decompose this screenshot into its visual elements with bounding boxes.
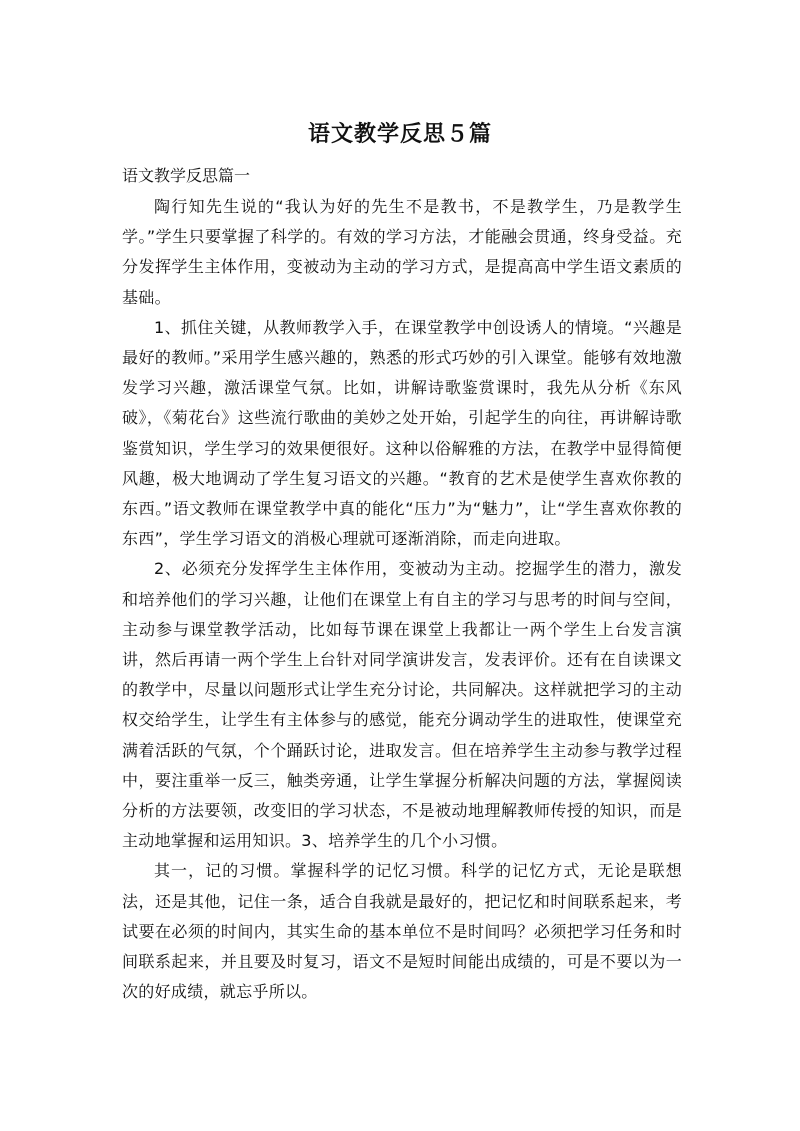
- document-body: [122, 160, 682, 1007]
- section-heading: 语文教学反思篇一: [122, 166, 251, 185]
- paragraph-point-1: 1、抓住关键，从教师教学入手，在课堂教学中创设诱人的情境。“兴趣是最好的教师。”采用学生感兴趣的，熟悉的形式巧妙的引入课堂。能够有效地激发学习兴趣，激活课堂气氛。比如，讲解诗歌鉴赏课时，我先从分析《东风破》，《菊花台》这些流行歌曲的美妙之处开始，引起学生的向往，再讲解诗歌鉴赏知识，学生学习的效果便很好。这种以俗解雅的方法，在教学中显得简便风趣，极大地调动了学生复习语文的兴趣。“教育的艺术是使学生喜欢你教的东西。”语文教师在课堂教学中真的能化“压力”为“魅力”，让“学生喜欢你教的东西”，学生学习语文的消极心理就可逐渐消除，而走向进取。: [122, 317, 682, 549]
- document-title: 语文教学反思５篇: [307, 122, 492, 147]
- paragraph-habit-1: 其一，记的习惯。掌握科学的记忆习惯。科学的记忆方式，无论是联想法，还是其他，记住一条，适合自我就是最好的，把记忆和时间联系起来，考试要在必须的时间内，其实生命的基本单位不是时间吗？必须把学习任务和时间联系起来，并且要及时复习，语文不是短时间能出成绩的，可是不要以为一次的好成绩，就忘乎所以。: [122, 861, 682, 1002]
- paragraph-intro: 陶行知先生说的“我认为好的先生不是教书，不是教学生，乃是教学生学。”学生只要掌握了科学的。有效的学习方法，才能融会贯通，终身受益。充分发挥学生主体作用，变被动为主动的学习方式，是提高高中学生语文素质的基础。: [122, 197, 682, 307]
- paragraph-point-2: 2、必须充分发挥学生主体作用，变被动为主动。挖掘学生的潜力，激发和培养他们的学习兴趣，让他们在课堂上有自主的学习与思考的时间与空间，主动参与课堂教学活动，比如每节课在课堂上我都让一两个学生上台发言演讲，然后再请一两个学生上台针对同学演讲发言，发表评价。还有在自读课文的教学中，尽量以问题形式让学生充分讨论，共同解决。这样就把学习的主动权交给学生，让学生有主体参与的感觉，能充分调动学生的进取性，使课堂充满着活跃的气氛，个个踊跃讨论，进取发言。但在培养学生主动参与教学过程中，要注重举一反三，触类旁通，让学生掌握分析解决问题的方法，掌握阅读分析的方法要领，改变旧的学习状态，不是被动地理解教师传授的知识，而是主动地掌握和运用知识。3、培养学生的几个小习惯。: [122, 559, 682, 851]
